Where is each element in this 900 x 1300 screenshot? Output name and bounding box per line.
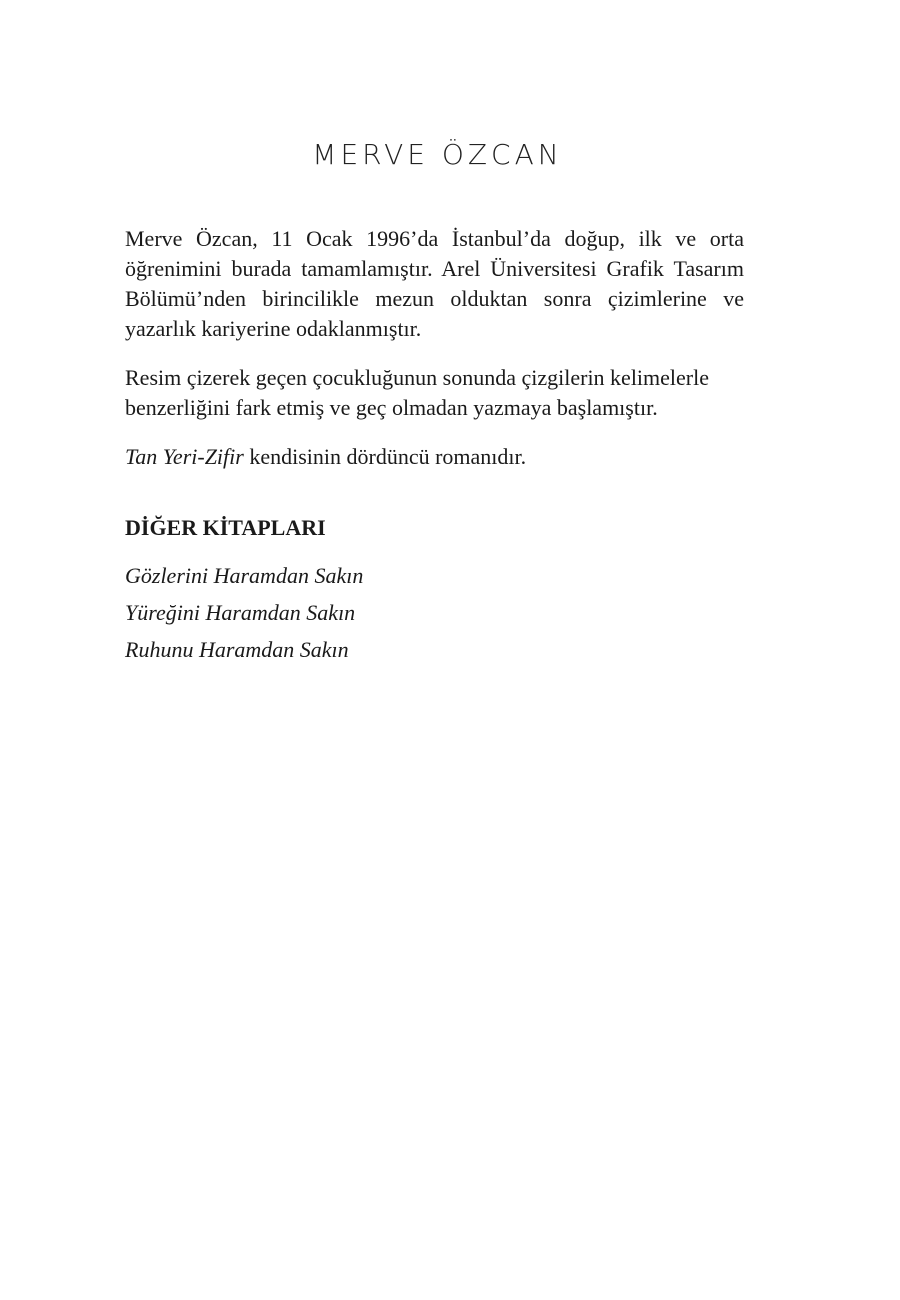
bio-paragraph-1: Merve Özcan, 11 Ocak 1996’da İstanbul’da doğup, ilk ve orta öğrenimini burada tamamlamıştır. Arel Üniversitesi Grafik Tasarım Bölümü’nden birincilikle mezun olduktan sonra çizimlerine ve yazarlık kariyerine odaklanmıştır. xyxy=(125,226,744,341)
bio-paragraph-2: Resim çizerek geçen çocukluğunun sonunda çizgilerin kelimelerle benzerliğini fark etmiş ve geç olmadan yazmaya başlamıştır. xyxy=(125,365,709,420)
novel-title: Tan Yeri-Zifir xyxy=(125,444,244,469)
book-item-2: Yüreğini Haramdan Sakın xyxy=(125,600,356,625)
other-books-list xyxy=(125,557,744,668)
bio-paragraph-3 xyxy=(125,442,744,472)
other-books-heading: DİĞER KİTAPLARI xyxy=(125,515,326,540)
other-books-section xyxy=(125,513,744,668)
book-item-1: Gözlerini Haramdan Sakın xyxy=(125,563,364,588)
book-item-3: Ruhunu Haramdan Sakın xyxy=(125,637,349,662)
author-name-heading: MERVE ÖZCAN xyxy=(312,138,563,171)
bio-paragraph-3-text: kendisinin dördüncü romanıdır. xyxy=(243,444,527,469)
author-bio xyxy=(125,224,744,491)
